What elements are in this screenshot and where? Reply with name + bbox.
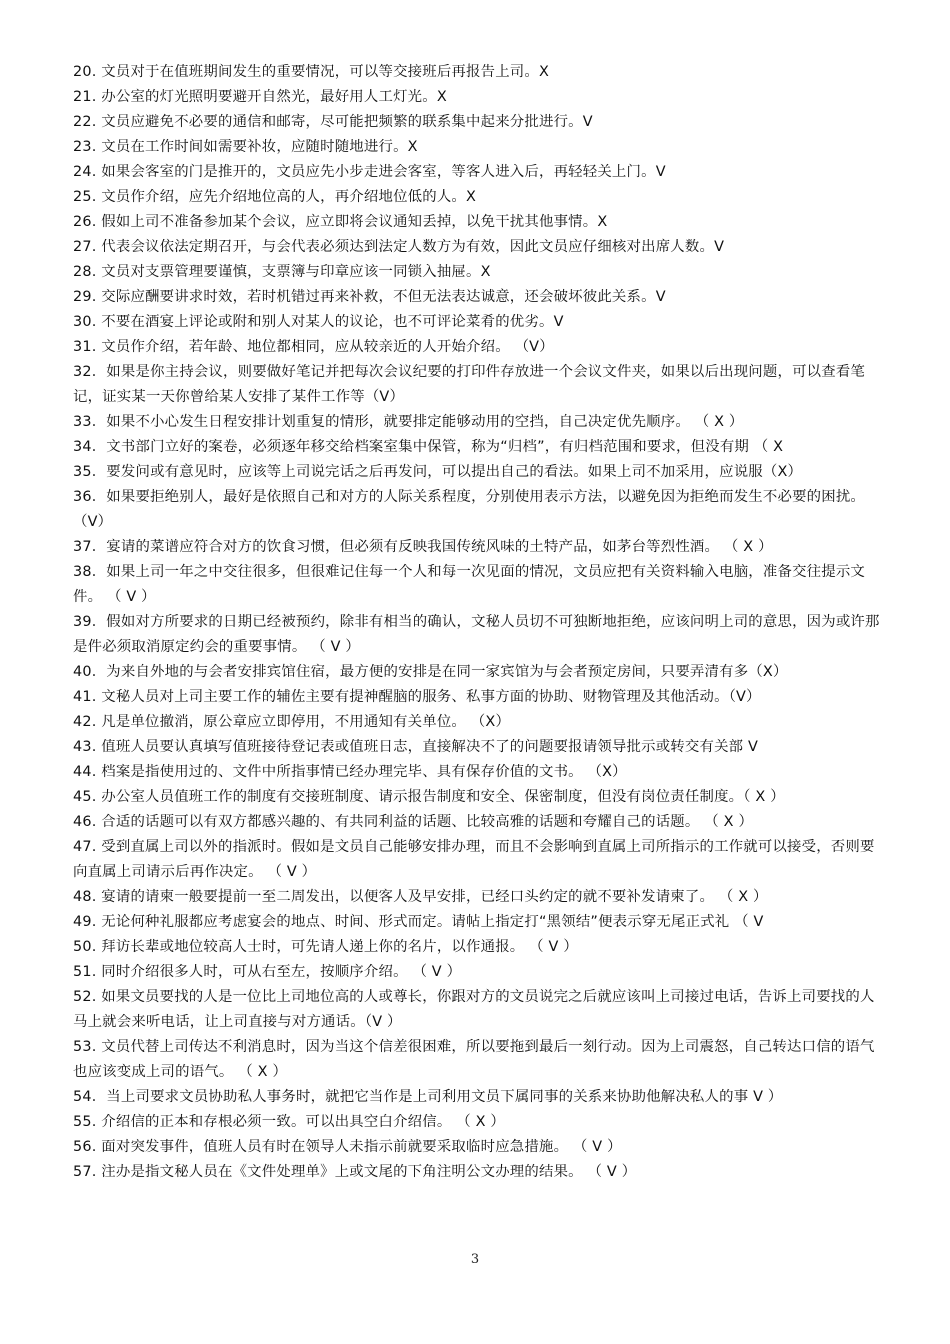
question-item: 51. 同时介绍很多人时，可从右至左，按顺序介绍。 （ V ） (73, 964, 462, 980)
question-item: 42. 凡是单位撤消，原公章应立即停用，不用通知有关单位。 （X） (73, 714, 511, 730)
question-item: 39．假如对方所要求的日期已经被预约，除非有相当的确认，文秘人员切不可独断地拒绝，应该问明上司的意思，因为或许那是件必须取消原定约会的重要事情。 （ V ） (73, 614, 880, 655)
question-item: 44. 档案是指使用过的、文件中所指事情已经办理完毕、具有保存价值的文书。 （X） (73, 764, 627, 780)
question-item: 47. 受到直属上司以外的指派时。假如是文员自己能够安排办理，而且不会影响到直属上司所指示的工作就可以接受，否则要向直属上司请示后再作决定。 （ V ） (73, 839, 875, 880)
question-item: 32．如果是你主持会议，则要做好笔记并把每次会议纪要的打印件存放进一个会议文件夹，如果以后出现问题，可以查看笔记，证实某一天你曾给某人安排了某件工作等（V） (73, 364, 866, 405)
question-item: 49. 无论何种礼服都应考虑宴会的地点、时间、形式而定。请帖上指定打“黑领结”便表示穿无尾正式礼 （ V (73, 914, 764, 930)
question-item: 25. 文员作介绍，应先介绍地位高的人，再介绍地位低的人。X (73, 189, 477, 205)
question-item: 22. 文员应避免不必要的通信和邮寄，尽可能把频繁的联系集中起来分批进行。V (73, 114, 593, 130)
question-item: 33．如果不小心发生日程安排计划重复的情形，就要排定能够动用的空挡，自己决定优先顺序。 （ X ） (73, 414, 744, 430)
page-number: 3 (470, 1252, 480, 1267)
question-item: 38．如果上司一年之中交往很多，但很难记住每一个人和每一次见面的情况，文员应把有关资料输入电脑，准备交往提示文件。 （ V ） (73, 564, 866, 605)
question-item: 46. 合适的话题可以有双方都感兴趣的、有共同利益的话题、比较高雅的话题和夸耀自己的话题。 （ X ） (73, 814, 754, 830)
question-item: 23. 文员在工作时间如需要补妆，应随时随地进行。X (73, 139, 418, 155)
question-item: 41. 文秘人员对上司主要工作的辅佐主要有提神醒脑的服务、私事方面的协助、财物管理及其他活动。（V） (73, 689, 761, 705)
question-item: 54．当上司要求文员协助私人事务时，就把它当作是上司利用文员下属同事的关系来协助他解决私人的事 V ） (73, 1089, 783, 1105)
question-item: 48. 宴请的请柬一般要提前一至二周发出，以便客人及早安排，已经口头约定的就不要补发请柬了。 （ X ） (73, 889, 768, 905)
question-item: 52. 如果文员要找的人是一位比上司地位高的人或尊长，你跟对方的文员说完之后就应该叫上司接过电话，告诉上司要找的人马上就会来听电话，让上司直接与对方通话。（V ） (73, 989, 875, 1030)
question-item: 26. 假如上司不准备参加某个会议，应立即将会议通知丢掉，以免干扰其他事情。X (73, 214, 608, 230)
question-item: 27. 代表会议依法定期召开，与会代表必须达到法定人数方为有效，因此文员应仔细核对出席人数。V (73, 239, 725, 255)
document-body (73, 60, 883, 1185)
question-item: 21. 办公室的灯光照明要避开自然光，最好用人工灯光。X (73, 89, 447, 105)
question-item: 29. 交际应酬要讲求时效，若时机错过再来补救，不但无法表达诚意，还会破坏彼此关系。V (73, 289, 666, 305)
question-item: 56. 面对突发事件，值班人员有时在领导人未指示前就要采取临时应急措施。 （ V ） (73, 1139, 622, 1155)
question-item: 43. 值班人员要认真填写值班接待登记表或值班日志，直接解决不了的问题要报请领导批示或转交有关部 V (73, 739, 759, 755)
question-item: 50. 拜访长辈或地位较高人士时，可先请人递上你的名片，以作通报。 （ V ） (73, 939, 578, 955)
question-item: 31. 文员作介绍，若年龄、地位都相同，应从较亲近的人开始介绍。 （V） (73, 339, 554, 355)
question-item: 57. 注办是指文秘人员在《文件处理单》上或文尾的下角注明公文办理的结果。 （ V ） (73, 1164, 637, 1180)
question-item: 24. 如果会客室的门是推开的，文员应先小步走进会客室，等客人进入后，再轻轻关上门。V (73, 164, 666, 180)
question-item: 30. 不要在酒宴上评论或附和别人对某人的议论，也不可评论菜肴的优劣。V (73, 314, 564, 330)
question-item: 37．宴请的菜谱应符合对方的饮食习惯，但必须有反映我国传统风味的土特产品，如茅台等烈性酒。 （ X ） (73, 539, 773, 555)
question-item: 36．如果要拒绝别人，最好是依照自己和对方的人际关系程度，分别使用表示方法，以避免因为拒绝而发生不必要的困扰。 （V） (73, 489, 866, 530)
question-item: 53. 文员代替上司传达不利消息时，因为当这个信差很困难，所以要拖到最后一刻行动。因为上司震怒，自己转达口信的语气也应该变成上司的语气。 （ X ） (73, 1039, 875, 1080)
question-item: 55. 介绍信的正本和存根必须一致。可以出具空白介绍信。 （ X ） (73, 1114, 505, 1130)
question-item: 20. 文员对于在值班期间发生的重要情况，可以等交接班后再报告上司。X (73, 64, 550, 80)
question-item: 45. 办公室人员值班工作的制度有交接班制度、请示报告制度和安全、保密制度，但没有岗位责任制度。（ X ） (73, 789, 785, 805)
question-item: 34．文书部门立好的案卷，必须逐年移交给档案室集中保管，称为“归档”，有归档范围和要求，但没有期 （ X (73, 439, 784, 455)
question-item: 35．要发问或有意见时，应该等上司说完话之后再发问，可以提出自己的看法。如果上司不加采用，应说服（X） (73, 464, 803, 480)
question-item: 28. 文员对支票管理要谨慎，支票簿与印章应该一同锁入抽屉。X (73, 264, 491, 280)
question-item: 40．为来自外地的与会者安排宾馆住宿，最方便的安排是在同一家宾馆为与会者预定房间，只要弄清有多（X） (73, 664, 788, 680)
